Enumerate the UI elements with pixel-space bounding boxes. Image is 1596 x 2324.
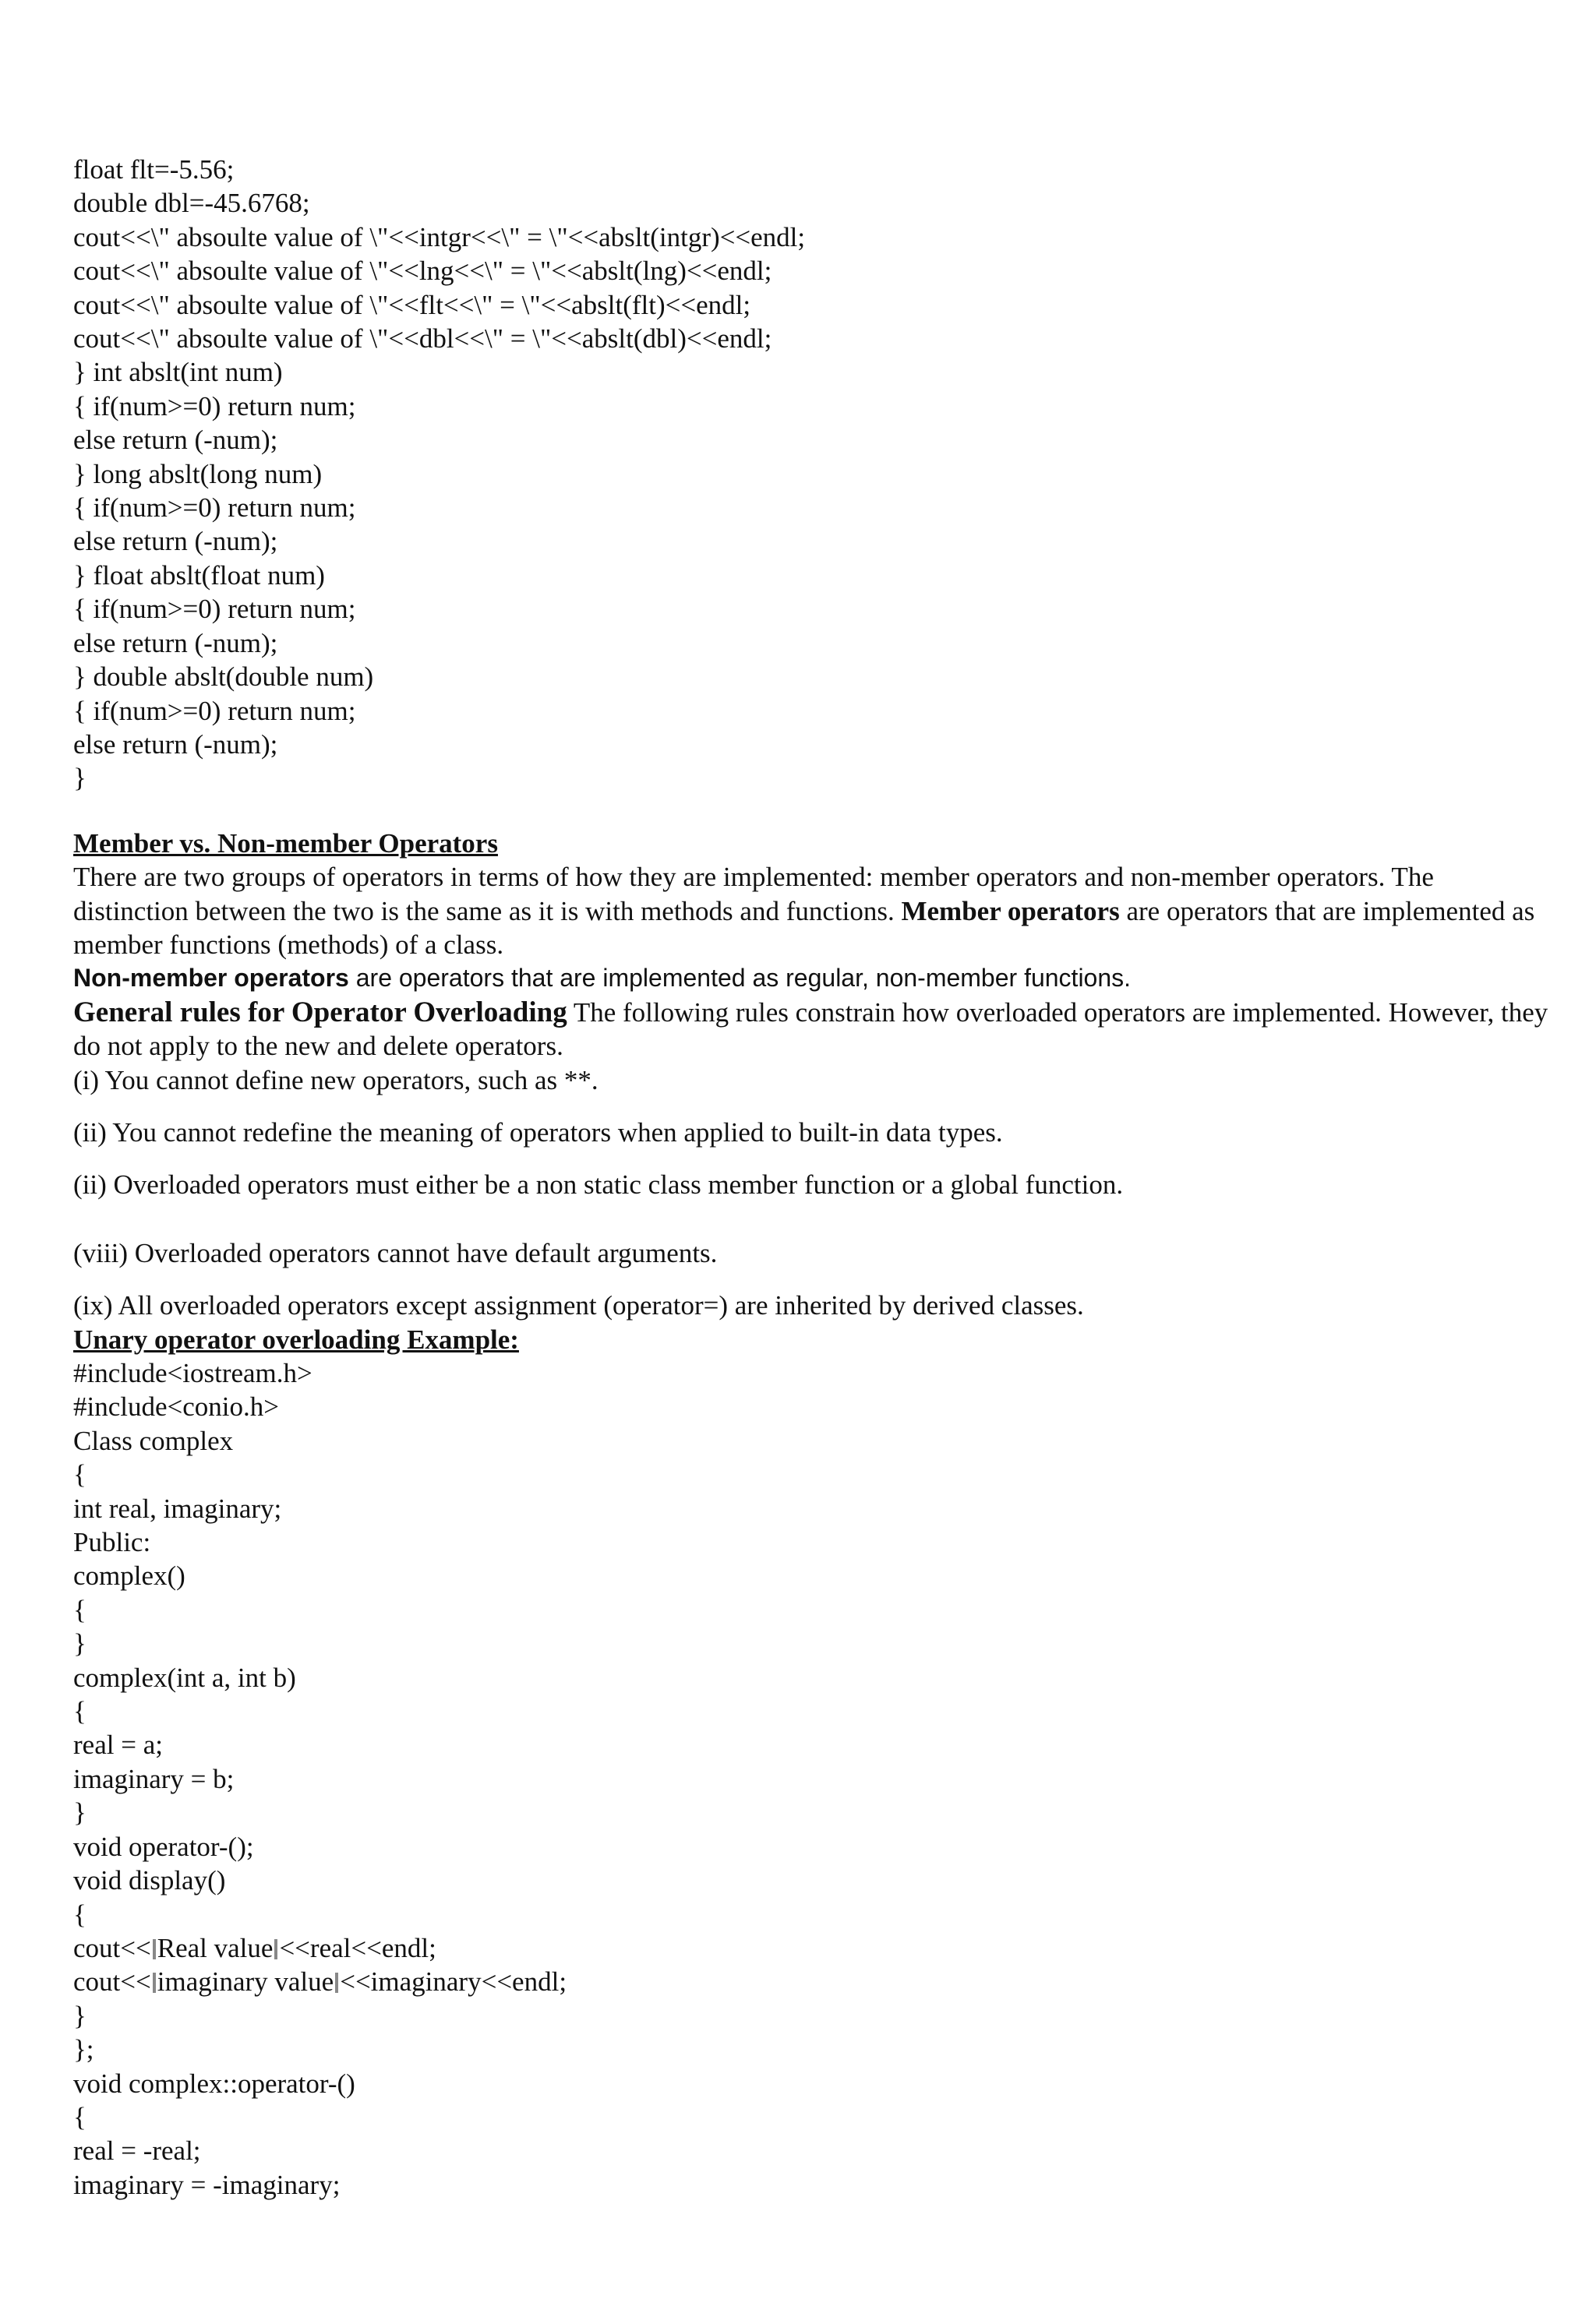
code-line: } [73,1797,87,1829]
code-line: } [73,1628,87,1659]
paragraph [73,996,1554,1063]
code-line: { [73,2101,87,2132]
code-line: cout<<\" absoulte value of \"<<flt<<\" = \"<<abslt(flt)<<endl; [73,289,751,320]
quote-glyph-icon [274,1939,277,1959]
rule-item: (viii) Overloaded operators cannot have default arguments. [73,1237,718,1268]
section-unary-example [73,1323,1554,2202]
rule-item: (ix) All overloaded operators except assignment (operator=) are inherited by derived classes. [73,1290,1084,1321]
code-text: imaginary value [157,1966,334,1998]
quote-glyph-icon [153,1973,156,1993]
code-block-abslt [73,153,1554,795]
code-text: Real value [157,1932,274,1963]
code-line: else return (-num); [73,526,278,557]
code-line: void display() [73,1865,226,1896]
code-line: { if(num>=0) return num; [73,695,356,726]
code-line: } double abslt(double num) [73,661,374,693]
code-line: void operator-(); [73,1831,254,1862]
code-line: { if(num>=0) return num; [73,492,356,524]
code-line: Public: [73,1527,151,1558]
code-line: imaginary = -imaginary; [73,2169,341,2200]
rule-item: (i) You cannot define new operators, such as **. [73,1064,598,1095]
rule-item: (ii) You cannot redefine the meaning of operators when applied to built-in data types. [73,1116,1003,1148]
section-heading: Member vs. Non-member Operators [73,827,498,859]
code-line: int real, imaginary; [73,1493,282,1524]
section-general-rules [73,996,1554,1323]
rule-item: (ii) Overloaded operators must either be a non static class member function or a global function. [73,1169,1124,1201]
code-line: cout<<\" absoulte value of \"<<intgr<<\" = \"<<abslt(intgr)<<endl; [73,221,806,252]
code-text: <<imaginary<<endl; [340,1966,567,1998]
code-line: complex(int a, int b) [73,1662,296,1693]
code-block-complex [73,1356,1554,2202]
paragraph [73,860,1554,961]
code-line: void complex::operator-() [73,2068,355,2099]
code-text: cout<< [73,1932,151,1963]
code-line: Class complex [73,1425,234,1456]
code-line: { if(num>=0) return num; [73,390,356,421]
code-line: else return (-num); [73,425,278,456]
code-line: cout<<\" absoulte value of \"<<dbl<<\" = \"<<abslt(dbl)<<endl; [73,323,772,354]
code-line: } float abslt(float num) [73,559,325,591]
code-text: cout<< [73,1966,151,1998]
code-line: else return (-num); [73,627,278,658]
code-line: #include<conio.h> [73,1391,280,1423]
section-heading: Unary operator overloading Example: [73,1324,519,1355]
code-line: else return (-num); [73,728,278,760]
code-line: complex() [73,1561,185,1592]
code-line: { [73,1594,87,1625]
code-line: imaginary = b; [73,1763,235,1794]
code-line: float flt=-5.56; [73,154,235,185]
bold-term: Member operators [901,895,1120,926]
paragraph [73,961,1554,995]
code-line: real = -real; [73,2135,201,2167]
code-line: { if(num>=0) return num; [73,594,356,625]
quote-glyph-icon [153,1939,156,1959]
code-line: }; [73,2034,94,2065]
code-line: { [73,1696,87,1727]
section-member-operators [73,827,1554,996]
bold-term: Non-member operators [73,964,349,993]
code-line [73,1965,1554,1998]
code-line: } int abslt(int num) [73,357,283,388]
code-line: } long abslt(long num) [73,458,323,489]
paragraph-text: There are two groups of operators in terms of how they are implemented: member operators and non-member operators. The distinction between the two is the same as it is with methods and functions. [73,862,1434,926]
code-line: { [73,1899,87,1930]
code-line: } [73,2000,87,2031]
quote-glyph-icon [335,1973,338,1993]
paragraph-text: The following rules constrain how overloaded operators are implemented. However, they do not apply to the new and delete operators. [73,996,1548,1062]
code-line: cout<<\" absoulte value of \"<<lng<<\" = \"<<abslt(lng)<<endl; [73,256,772,287]
code-line: double dbl=-45.6768; [73,188,310,219]
code-line: } [73,763,87,794]
code-line: #include<iostream.h> [73,1358,312,1388]
paragraph-text: are operators that are implemented as regular, non-member functions. [348,964,1132,993]
code-text: <<real<<endl; [279,1932,436,1963]
paragraph-text: are operators that are implemented as member functions (methods) of a class. [73,895,1535,960]
code-line: real = a; [73,1730,163,1761]
code-line: { [73,1459,87,1490]
code-line [73,1931,1554,1965]
section-heading: General rules for Operator Overloading [73,996,567,1028]
document-page [73,153,1554,2202]
